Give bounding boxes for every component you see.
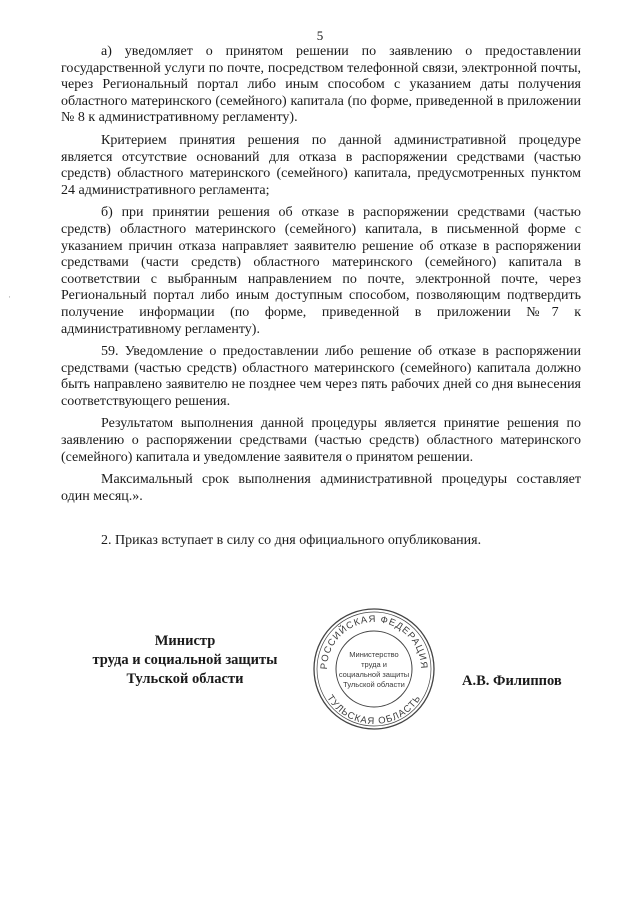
seal-inner-line-1: Министерство — [349, 650, 399, 659]
paragraph-order-effective: 2. Приказ вступает в силу со дня официального опубликования. — [101, 533, 482, 549]
signatory-position — [70, 632, 300, 689]
position-line-2: труда и социальной защиты — [92, 652, 278, 668]
paragraph-max-term: Максимальный срок выполнения административной процедуры составляет один месяц.». — [61, 472, 581, 504]
paragraph-item-59: 59. Уведомление о предоставлении либо решение об отказе в распоряжении средствами (частью средств) областного материнского (семейного) капитала должно быть направлено заявителю не позднее чем через пять рабочих дней со дня вынесения соответствующего решения. — [61, 344, 581, 409]
seal-inner-line-2: труда и — [361, 660, 387, 669]
page-number: 5 — [316, 28, 324, 43]
paragraph-notification-a: а) уведомляет о принятом решении по заявлению о предоставлении государственной услуги по почте, посредством телефонной связи, электронной почты, через Региональный портал либо иным способом с указанием даты получения областного материнского (семейного) капитала (по форме, приведенной в приложении № 8 к административному регламенту). — [61, 44, 581, 126]
seal-inner-line-4: Тульской области — [343, 680, 405, 689]
seal-outer-top-text: РОССИЙСКАЯ ФЕДЕРАЦИЯ — [318, 613, 430, 670]
margin-mark: · — [8, 292, 11, 302]
seal-outer-bottom-text: ТУЛЬСКАЯ ОБЛАСТЬ — [324, 692, 424, 728]
position-line-3: Тульской области — [126, 671, 244, 687]
signatory-name: А.В. Филиппов — [462, 673, 562, 689]
document-body — [61, 44, 581, 556]
svg-text:ТУЛЬСКАЯ ОБЛАСТЬ — [324, 693, 423, 727]
paragraph-criterion: Критерием принятия решения по данной административной процедуре является отсутствие оснований для отказа в распоряжении средствами (частью средств) областного материнского (семейного) капитала, предусмотренных пунктом 24 административного регламента; — [61, 132, 581, 198]
paragraph-refusal-b: б) при принятии решения об отказе в распоряжении средствами (частью средств) областного материнского (семейного) капитала, в письменной форме с указанием причин отказа направляет заявителю решение об отказе в распоряжении средствами (части средств) областного материнского (семейного) капитала в соответствии с выбранным направлением по почте, электронной почте, через Региональный портал либо иным доступным способом, позволяющим подтвердить получение информации (по форме, приведенной в приложении №7 к административному регламенту). — [61, 205, 581, 337]
seal-inner-line-3: социальной защиты — [338, 670, 410, 679]
paragraph-result: Результатом выполнения данной процедуры является принятие решения по заявлению о распоряжении средствами (частью средств) областного материнского (семейного) капитала и уведомление заявителя о принятом решении. — [61, 416, 581, 465]
position-line-1: Министр — [154, 633, 216, 649]
official-seal — [311, 606, 437, 732]
